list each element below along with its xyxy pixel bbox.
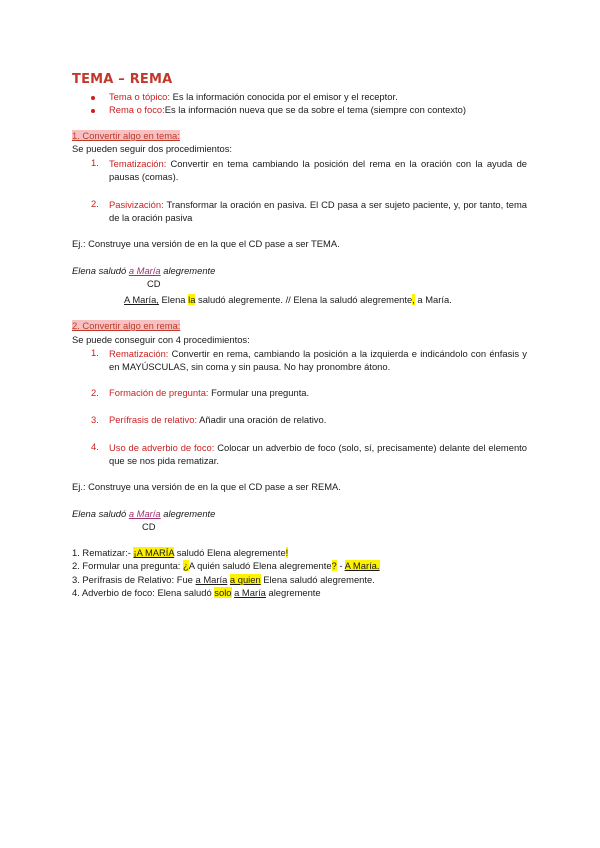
procedure-pregunta: Formación de pregunta: Formular una pregunta. <box>109 387 310 398</box>
answer-adverbio-foco: 4. Adverbio de foco: Elena saludó solo a María alegremente <box>72 587 321 598</box>
answer-rematizar: 1. Rematizar:- ¡A MARÍA saludó Elena alegremente! <box>72 547 289 558</box>
list-number: 2. <box>91 198 99 209</box>
list-number: 4. <box>91 441 99 452</box>
section2-exercise: Ej.: Construye una versión de en la que el CD pase a ser REMA. <box>72 481 341 492</box>
section2-intro: Se puede conseguir con 4 procedimientos: <box>72 334 250 345</box>
section2-heading: 2. Convertir algo en rema: <box>72 320 181 331</box>
definition-tema <box>109 91 398 103</box>
page-title: TEMA – REMA <box>72 72 173 87</box>
definition-term: Tema o tópico: <box>109 91 170 102</box>
section1-answer: A María, Elena la saludó alegremente. // Elena la saludó alegremente, a María. <box>124 294 452 305</box>
definition-text: Es la información conocida por el emisor y el receptor. <box>169 91 398 102</box>
procedure-adverbio-foco: Uso de adverbio de foco: Colocar un adverbio de foco (solo, sí, precisamente) delante del elemento que se nos pida rematizar. <box>109 442 527 466</box>
bullet-icon <box>91 109 95 113</box>
list-number: 1. <box>91 157 99 168</box>
list-number: 2. <box>91 387 99 398</box>
section1-heading: 1. Convertir algo en tema: <box>72 130 180 141</box>
procedure-pasivizacion: Pasivización: Transformar la oración en pasiva. El CD pasa a ser sujeto paciente, y, por tanto, tema de la oración pasiva <box>109 199 527 223</box>
list-number: 1. <box>91 347 99 358</box>
procedure-rematizacion: Rematización: Convertir en rema, cambiando la posición a la izquierda e indicándolo con énfasis y en MAYÚSCULAS, sin coma y sin pausa. No hay pronombre átono. <box>109 348 527 372</box>
answer-relativo: 3. Perífrasis de Relativo: Fue a María a quien Elena saludó alegremente. <box>72 574 375 585</box>
section2-example: Elena saludó a María alegremente <box>72 508 216 519</box>
procedure-tematizacion: Tematización: Convertir en tema cambiando la posición del rema en la oración con la ayuda de pausas (comas). <box>109 158 527 182</box>
definition-text: Es la información nueva que se da sobre el tema (siempre con contexto) <box>164 104 466 115</box>
section1-example: Elena saludó a María alegremente <box>72 265 216 276</box>
answer-pregunta: 2. Formular una pregunta: ¿A quién saludó Elena alegremente? - A María. <box>72 560 380 571</box>
cd-label: CD <box>147 278 161 289</box>
cd-label: CD <box>142 521 156 532</box>
section1-intro: Se pueden seguir dos procedimientos: <box>72 143 232 154</box>
section1-exercise: Ej.: Construye una versión de en la que el CD pase a ser TEMA. <box>72 238 340 249</box>
list-number: 3. <box>91 414 99 425</box>
procedure-relativo: Perífrasis de relativo: Añadir una oración de relativo. <box>109 414 327 425</box>
definition-term: Rema o foco: <box>109 104 165 115</box>
definition-rema <box>109 104 466 116</box>
bullet-icon <box>91 96 95 100</box>
